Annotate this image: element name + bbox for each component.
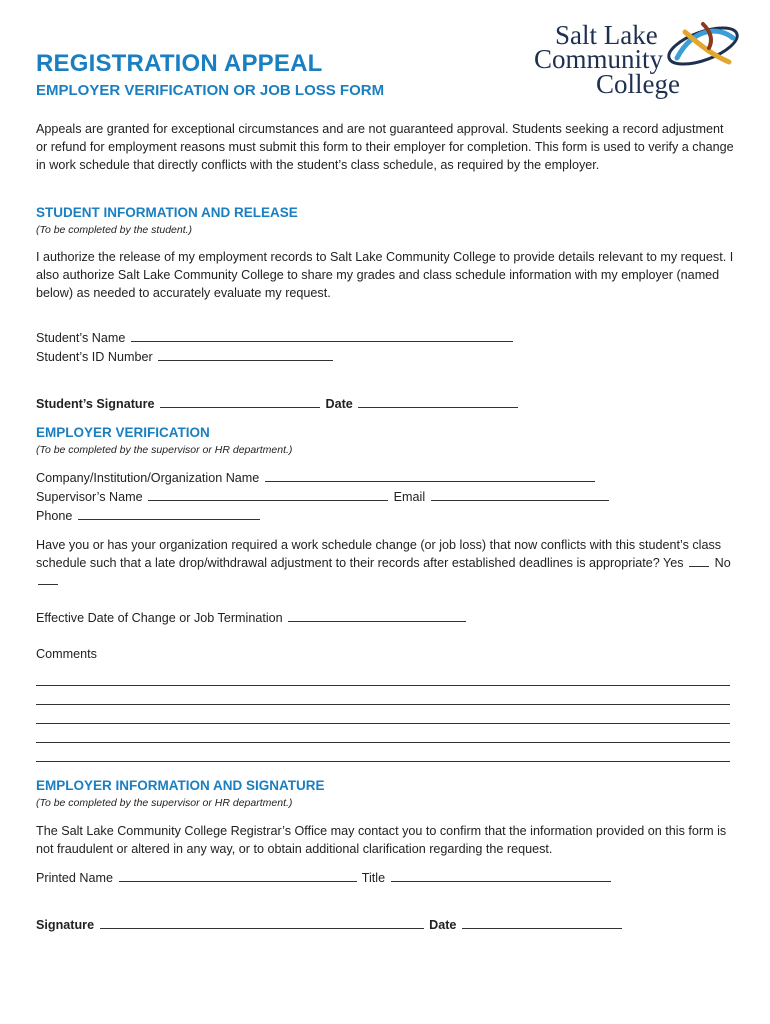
phone-field[interactable] xyxy=(78,508,260,520)
student-id-row xyxy=(36,349,335,364)
yes-field[interactable] xyxy=(689,555,709,567)
printed-name-field[interactable] xyxy=(119,870,357,882)
email-field[interactable] xyxy=(431,489,609,501)
employer-section-heading: EMPLOYER VERIFICATION xyxy=(36,425,210,440)
phone-row xyxy=(36,508,262,523)
student-signature-field[interactable] xyxy=(160,396,320,408)
comments-line-5[interactable] xyxy=(36,761,730,762)
question-paragraph xyxy=(36,536,736,591)
student-date-field[interactable] xyxy=(358,396,518,408)
effective-date-row xyxy=(36,610,468,625)
supervisor-label: Supervisor’s Name xyxy=(36,490,143,504)
logo-line-3: College xyxy=(596,69,680,99)
student-signature-label: Student’s Signature xyxy=(36,397,155,411)
logo-line-1: Salt Lake xyxy=(555,20,658,50)
release-paragraph: I authorize the release of my employment records to Salt Lake Community College to provide details relevant to my request. I also authorize Salt Lake Community College to share my grades and class schedule information with my employer (named below) as needed to accurately evaluate my request. xyxy=(36,250,734,301)
signature-section-heading: EMPLOYER INFORMATION AND SIGNATURE xyxy=(36,778,325,793)
comments-line-3[interactable] xyxy=(36,723,730,724)
title-field[interactable] xyxy=(391,870,611,882)
comments-line-2[interactable] xyxy=(36,704,730,705)
employer-signature-row xyxy=(36,917,624,932)
effective-date-label: Effective Date of Change or Job Termination xyxy=(36,611,283,625)
printed-name-row xyxy=(36,870,613,885)
email-label: Email xyxy=(393,490,426,504)
no-label: No xyxy=(714,556,731,571)
student-section-heading: STUDENT INFORMATION AND RELEASE xyxy=(36,205,298,220)
student-name-field[interactable] xyxy=(131,330,513,342)
contact-paragraph: The Salt Lake Community College Registrar’s Office may contact you to confirm that the information provided on this form is not fraudulent or altered in any way, or to obtain additional clarification regarding the request. xyxy=(36,824,727,857)
logo-line-2: Community xyxy=(534,44,664,74)
phone-label: Phone xyxy=(36,509,73,523)
student-section-note: (To be completed by the student.) xyxy=(36,224,193,236)
signature-section-note: (To be completed by the supervisor or HR department.) xyxy=(36,797,293,809)
logo-swirl-icon xyxy=(663,18,743,76)
student-id-field[interactable] xyxy=(158,349,333,361)
college-logo xyxy=(530,16,744,102)
company-field[interactable] xyxy=(265,470,595,482)
employer-section-note: (To be completed by the supervisor or HR department.) xyxy=(36,444,293,456)
title-label: Title xyxy=(361,871,386,885)
effective-date-field[interactable] xyxy=(288,610,466,622)
supervisor-row xyxy=(36,489,611,504)
employer-date-label: Date xyxy=(429,918,457,932)
comments-line-1[interactable] xyxy=(36,685,730,686)
employer-signature-label: Signature xyxy=(36,918,95,932)
question-text: Have you or has your organization required a work schedule change (or job loss) that now conflicts with this student’s class schedule such that a late drop/withdrawal adjustment to their records after established deadlines is appropriate? xyxy=(36,538,722,571)
student-id-label: Student’s ID Number xyxy=(36,350,153,364)
yes-label: Yes xyxy=(663,556,684,571)
employer-signature-field[interactable] xyxy=(100,917,424,929)
no-field[interactable] xyxy=(38,573,58,585)
student-date-label: Date xyxy=(325,397,353,411)
company-row xyxy=(36,470,597,485)
comments-line-4[interactable] xyxy=(36,742,730,743)
supervisor-field[interactable] xyxy=(148,489,388,501)
employer-date-field[interactable] xyxy=(462,917,622,929)
student-name-label: Student’s Name xyxy=(36,331,126,345)
form-subtitle: EMPLOYER VERIFICATION OR JOB LOSS FORM xyxy=(36,82,385,99)
student-signature-row xyxy=(36,396,520,411)
printed-name-label: Printed Name xyxy=(36,871,113,885)
form-title: REGISTRATION APPEAL xyxy=(36,50,323,77)
intro-paragraph: Appeals are granted for exceptional circumstances and are not guaranteed approval. Students seeking a record adjustment or refund for employment reasons must submit this form to their employer for completion. This form is used to verify a change in work schedule that directly conflicts with the student’s class schedule, as required by the employer. xyxy=(36,122,734,173)
student-name-row xyxy=(36,330,515,345)
company-label: Company/Institution/Organization Name xyxy=(36,471,260,485)
comments-label: Comments xyxy=(36,647,97,661)
